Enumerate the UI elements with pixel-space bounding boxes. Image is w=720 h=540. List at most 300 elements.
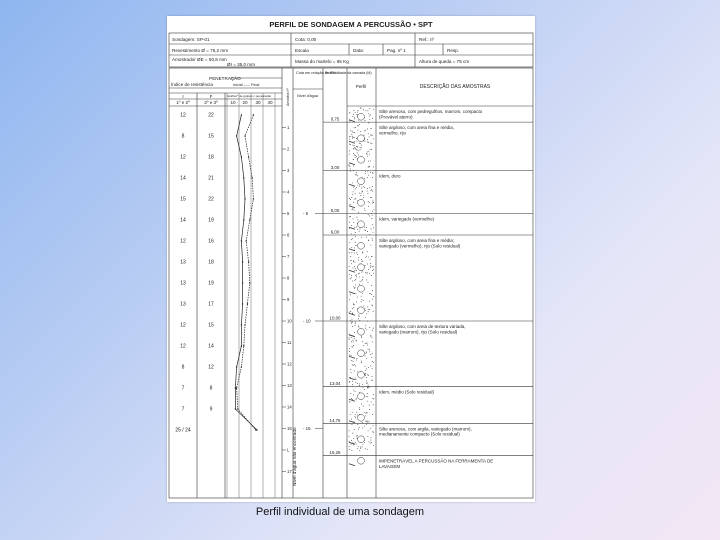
soil-stipple xyxy=(370,265,371,266)
soil-stipple xyxy=(368,309,369,310)
soil-stipple xyxy=(370,267,371,268)
soil-stipple xyxy=(354,118,355,119)
initial-penetration-curve-point xyxy=(236,135,237,136)
soil-stipple xyxy=(359,284,360,285)
depth-mark: 5 xyxy=(287,211,290,216)
soil-stipple xyxy=(356,444,357,445)
soil-stipple xyxy=(365,325,366,326)
initial-penetration-curve-point xyxy=(241,156,242,157)
soil-stipple xyxy=(357,435,358,436)
soil-stipple xyxy=(371,134,372,135)
blow-count-final: 9 xyxy=(209,406,213,413)
soil-stipple xyxy=(362,341,363,342)
soil-stipple xyxy=(356,412,357,413)
soil-stipple xyxy=(366,421,367,422)
final-penetration-curve-point xyxy=(236,387,237,388)
soil-stipple xyxy=(367,413,368,414)
soil-stipple xyxy=(357,371,358,372)
soil-stipple xyxy=(351,277,352,278)
soil-stipple xyxy=(353,286,354,287)
sheet-title: PERFIL DE SONDAGEM A PERCUSSÃO • SPT xyxy=(269,20,433,29)
soil-stipple xyxy=(362,446,363,447)
sample-marker xyxy=(358,328,365,335)
soil-stipple xyxy=(370,443,371,444)
soil-stipple xyxy=(365,173,366,174)
soil-stipple xyxy=(366,396,367,397)
soil-stipple xyxy=(357,383,358,384)
depth-mark: 11 xyxy=(287,340,292,345)
soil-stipple xyxy=(354,155,355,156)
strata-tick xyxy=(349,184,355,186)
soil-stipple xyxy=(362,444,363,445)
soil-stipple xyxy=(355,149,356,150)
soil-stipple xyxy=(351,322,352,323)
initial-penetration-curve-point xyxy=(241,240,242,241)
soil-stipple xyxy=(356,399,357,400)
soil-stipple xyxy=(372,368,373,369)
soil-stipple xyxy=(365,355,366,356)
soil-stipple xyxy=(369,216,370,217)
soil-stipple xyxy=(365,415,366,416)
final-penetration-curve-point xyxy=(253,198,254,199)
soil-stipple xyxy=(359,273,360,274)
soil-stipple xyxy=(353,361,354,362)
cota-revest-header: Cota em relação ao RN xyxy=(296,71,336,75)
soil-stipple xyxy=(355,112,356,113)
soil-stipple xyxy=(373,394,374,395)
soil-stipple xyxy=(360,448,361,449)
soil-stipple xyxy=(361,272,362,273)
amostra-header: Amostra nº xyxy=(286,88,290,106)
soil-stipple xyxy=(366,383,367,384)
soil-stipple xyxy=(367,374,368,375)
sample-marker xyxy=(358,350,365,357)
soil-stipple xyxy=(372,361,373,362)
initial-penetration-curve-point xyxy=(235,408,236,409)
soil-stipple xyxy=(367,421,368,422)
soil-stipple xyxy=(349,266,350,267)
soil-stipple xyxy=(362,252,363,253)
soil-stipple xyxy=(349,144,350,145)
soil-stipple xyxy=(361,361,362,362)
soil-stipple xyxy=(353,132,354,133)
soil-stipple xyxy=(362,191,363,192)
soil-stipple xyxy=(356,226,357,227)
soil-stipple xyxy=(365,375,366,376)
soil-stipple xyxy=(360,147,361,148)
soil-stipple xyxy=(355,275,356,276)
blow-count-initial: 8 xyxy=(181,364,185,371)
strata-tick xyxy=(349,464,355,466)
soil-stipple xyxy=(369,119,370,120)
soil-stipple xyxy=(349,228,350,229)
soil-stipple xyxy=(367,128,368,129)
soil-stipple xyxy=(369,421,370,422)
soil-stipple xyxy=(349,164,350,165)
soil-stipple xyxy=(357,219,358,220)
depth-mark: 1 xyxy=(287,125,290,130)
soil-stipple xyxy=(359,143,360,144)
soil-stipple xyxy=(368,201,369,202)
soil-stipple xyxy=(367,387,368,388)
soil-stipple xyxy=(372,135,373,136)
soil-stipple xyxy=(349,166,350,167)
soil-stipple xyxy=(351,260,352,261)
blow-count-final: 21 xyxy=(208,175,214,182)
soil-stipple xyxy=(358,429,359,430)
soil-stipple xyxy=(367,393,368,394)
soil-stipple xyxy=(358,318,359,319)
soil-stipple xyxy=(373,362,374,363)
figure-caption: Perfil individual de uma sondagem xyxy=(255,506,425,518)
blow-count-initial: 13 xyxy=(180,280,186,287)
soil-stipple xyxy=(367,110,368,111)
sample-marker xyxy=(358,135,365,142)
sample-marker xyxy=(358,371,365,378)
soil-stipple xyxy=(352,381,353,382)
soil-stipple xyxy=(355,189,356,190)
soil-stipple xyxy=(354,364,355,365)
soil-stipple xyxy=(368,430,369,431)
header-sondagem: Sondagem: SP-01 xyxy=(172,37,210,42)
soil-stipple xyxy=(355,442,356,443)
soil-stipple xyxy=(354,304,355,305)
final-penetration-curve-point xyxy=(237,408,238,409)
soil-stipple xyxy=(367,272,368,273)
soil-stipple xyxy=(359,407,360,408)
depth-mark: 7 xyxy=(287,254,290,259)
layer-depth: 5,00 xyxy=(330,208,340,213)
soil-stipple xyxy=(373,202,374,203)
soil-stipple xyxy=(362,384,363,385)
sample-marker xyxy=(358,436,365,443)
soil-stipple xyxy=(368,214,369,215)
soil-stipple xyxy=(353,166,354,167)
soil-stipple xyxy=(357,175,358,176)
soil-stipple xyxy=(365,328,366,329)
soil-stipple xyxy=(368,206,369,207)
strata-tick xyxy=(349,313,355,315)
soil-stipple xyxy=(369,116,370,117)
layer-description: Silte argiloso, com areia fina e média; variegado (vermelho), rijo (Solo residual) xyxy=(379,238,461,249)
soil-stipple xyxy=(356,187,357,188)
soil-stipple xyxy=(356,174,357,175)
soil-stipple xyxy=(369,136,370,137)
soil-stipple xyxy=(357,415,358,416)
soil-stipple xyxy=(356,398,357,399)
soil-stipple xyxy=(373,266,374,267)
soil-stipple xyxy=(353,365,354,366)
soil-stipple xyxy=(373,328,374,329)
level-mark: - 5 xyxy=(303,211,309,216)
nivel-header: Nível d'água xyxy=(297,94,318,98)
soil-stipple xyxy=(349,242,350,243)
header-massa: Massa do martelo = 65 Kg xyxy=(295,59,349,64)
soil-stipple xyxy=(355,242,356,243)
soil-stipple xyxy=(354,288,355,289)
soil-stipple xyxy=(371,401,372,402)
soil-stipple xyxy=(369,301,370,302)
soil-stipple xyxy=(362,261,363,262)
final-penetration-curve-point xyxy=(253,114,254,115)
soil-stipple xyxy=(372,238,373,239)
soil-stipple xyxy=(356,138,357,139)
soil-stipple xyxy=(372,353,373,354)
soil-stipple xyxy=(370,172,371,173)
soil-stipple xyxy=(367,345,368,346)
soil-stipple xyxy=(369,202,370,203)
soil-stipple xyxy=(359,409,360,410)
soil-stipple xyxy=(353,222,354,223)
soil-stipple xyxy=(373,432,374,433)
soil-stipple xyxy=(351,360,352,361)
soil-stipple xyxy=(369,309,370,310)
depth-mark: 6 xyxy=(287,232,290,238)
soil-stipple xyxy=(358,150,359,151)
layer-depth: 16,26 xyxy=(329,450,341,456)
blow-count-final: 22 xyxy=(208,112,214,119)
soil-stipple xyxy=(349,312,350,313)
soil-stipple xyxy=(354,262,355,263)
sounding-log-drawing xyxy=(167,16,535,502)
sample-marker xyxy=(358,457,365,464)
soil-stipple xyxy=(367,171,368,172)
soil-stipple xyxy=(365,130,366,131)
soil-stipple xyxy=(373,166,374,167)
soil-stipple xyxy=(366,377,367,378)
blow-count-initial: 12 xyxy=(180,238,186,245)
soil-stipple xyxy=(349,449,350,450)
soil-stipple xyxy=(367,156,368,157)
soil-stipple xyxy=(373,269,374,270)
soil-stipple xyxy=(364,227,365,228)
soil-stipple xyxy=(364,426,365,427)
soil-stipple xyxy=(351,197,352,198)
initial-penetration-curve-point xyxy=(242,282,243,283)
soil-stipple xyxy=(350,311,351,312)
scale-20: 20 xyxy=(242,100,248,105)
soil-stipple xyxy=(371,229,372,230)
soil-stipple xyxy=(359,186,360,187)
soil-stipple xyxy=(367,139,368,140)
strata-tick xyxy=(349,270,355,272)
soil-stipple xyxy=(369,154,370,155)
soil-stipple xyxy=(349,112,350,113)
soil-stipple xyxy=(365,310,366,311)
soil-stipple xyxy=(372,414,373,415)
soil-stipple xyxy=(356,360,357,361)
soil-stipple xyxy=(366,412,367,413)
soil-stipple xyxy=(351,444,352,445)
soil-stipple xyxy=(349,121,350,122)
soil-stipple xyxy=(355,416,356,417)
soil-stipple xyxy=(363,306,364,307)
final-penetration-curve-point xyxy=(243,345,244,346)
soil-stipple xyxy=(351,275,352,276)
soil-stipple xyxy=(351,372,352,373)
sample-marker xyxy=(358,393,365,400)
soil-stipple xyxy=(359,385,360,386)
soil-stipple xyxy=(369,441,370,442)
final-penetration-curve-point xyxy=(249,282,250,283)
soil-stipple xyxy=(355,378,356,379)
soil-stipple xyxy=(369,405,370,406)
layer-depth: 10,00 xyxy=(329,315,341,321)
soil-stipple xyxy=(352,182,353,183)
final-penetration-curve-point xyxy=(244,135,245,136)
soil-stipple xyxy=(351,247,352,248)
soil-stipple xyxy=(358,273,359,274)
blow-count-initial: 7 xyxy=(181,406,185,413)
soil-stipple xyxy=(365,210,366,211)
blow-count-final: 18 xyxy=(208,259,214,266)
soil-stipple xyxy=(353,345,354,346)
soil-stipple xyxy=(355,245,356,246)
sample-marker xyxy=(358,113,365,120)
soil-stipple xyxy=(353,149,354,150)
soil-stipple xyxy=(362,279,363,280)
depth-mark: 10 xyxy=(287,318,292,324)
soil-stipple xyxy=(369,108,370,109)
soil-stipple xyxy=(358,327,359,328)
depth-mark: 4 xyxy=(287,189,290,195)
soil-stipple xyxy=(358,325,359,326)
soil-stipple xyxy=(367,383,368,384)
soil-stipple xyxy=(367,449,368,450)
sample-marker xyxy=(358,414,365,421)
blow-count-final: 14 xyxy=(208,343,214,350)
soil-stipple xyxy=(361,147,362,148)
soil-stipple xyxy=(355,236,356,237)
blow-count-final: 18 xyxy=(208,154,214,161)
soil-stipple xyxy=(370,336,371,337)
final-penetration-curve-point xyxy=(255,429,256,430)
indice-header: Índice de resistência xyxy=(171,82,213,87)
strata-tick xyxy=(349,378,355,380)
soil-stipple xyxy=(355,414,356,415)
soil-stipple xyxy=(352,209,353,210)
soil-stipple xyxy=(349,139,350,140)
soil-stipple xyxy=(349,339,350,340)
soil-stipple xyxy=(351,234,352,235)
soil-stipple xyxy=(360,149,361,150)
soil-stipple xyxy=(361,237,362,238)
soil-stipple xyxy=(359,193,360,194)
soil-stipple xyxy=(354,280,355,281)
soil-stipple xyxy=(353,438,354,439)
final-penetration-curve-point xyxy=(252,177,253,178)
soil-stipple xyxy=(367,422,368,423)
blow-count-initial: 14 xyxy=(180,217,186,224)
soil-stipple xyxy=(351,341,352,342)
soil-stipple xyxy=(349,348,350,349)
soil-stipple xyxy=(355,382,356,383)
initial-penetration-curve-point xyxy=(235,387,236,388)
header-cota: Cota: 0,00 xyxy=(295,37,317,42)
soil-stipple xyxy=(372,299,373,300)
soil-stipple xyxy=(362,427,363,428)
soil-stipple xyxy=(356,146,357,147)
sample-marker xyxy=(358,264,365,271)
col-f-header: F xyxy=(209,94,213,99)
soil-stipple xyxy=(371,285,372,286)
soil-stipple xyxy=(364,130,365,131)
soil-stipple xyxy=(356,274,357,275)
soil-stipple xyxy=(356,149,357,150)
soil-stipple xyxy=(351,419,352,420)
perfil-header: Perfil xyxy=(355,84,367,89)
soil-stipple xyxy=(354,132,355,133)
depth-mark: 14 xyxy=(287,404,292,410)
soil-stipple xyxy=(354,429,355,430)
soil-stipple xyxy=(354,137,355,138)
header-escala: Escala xyxy=(295,48,309,53)
soil-stipple xyxy=(372,330,373,331)
soil-stipple xyxy=(349,355,350,356)
soil-stipple xyxy=(352,399,353,400)
layer-description: Silte argiloso, com areia fina e média, vermelho, rijo xyxy=(379,125,455,136)
soil-stipple xyxy=(355,232,356,233)
soil-stipple xyxy=(356,270,357,271)
initial-penetration-curve-point xyxy=(242,303,243,304)
soil-stipple xyxy=(362,252,363,253)
blow-count-final: 17 xyxy=(208,301,214,308)
soil-stipple xyxy=(372,398,373,399)
soil-stipple xyxy=(367,141,368,142)
soil-stipple xyxy=(370,293,371,294)
soil-stipple xyxy=(353,202,354,203)
soil-stipple xyxy=(352,208,353,209)
strata-tick xyxy=(349,356,355,358)
soil-stipple xyxy=(362,177,363,178)
soil-stipple xyxy=(357,448,358,449)
soil-stipple xyxy=(370,428,371,429)
soil-stipple xyxy=(355,193,356,194)
blow-count-initial: 8 xyxy=(181,133,185,140)
soil-stipple xyxy=(368,142,369,143)
soil-stipple xyxy=(365,343,366,344)
soil-stipple xyxy=(365,353,366,354)
soil-stipple xyxy=(366,424,367,425)
soil-stipple xyxy=(361,261,362,262)
soil-stipple xyxy=(361,145,362,146)
initial-penetration-curve xyxy=(235,115,257,430)
soil-stipple xyxy=(362,293,363,294)
soil-stipple xyxy=(361,337,362,338)
soil-stipple xyxy=(367,191,368,192)
soil-stipple xyxy=(360,108,361,109)
soil-stipple xyxy=(369,273,370,274)
soil-stipple xyxy=(370,366,371,367)
curve-legend: Inicial ----- Final xyxy=(233,83,260,87)
soil-stipple xyxy=(355,157,356,158)
soil-stipple xyxy=(364,178,365,179)
initial-penetration-curve-point xyxy=(244,198,245,199)
blow-count-initial: 12 xyxy=(180,343,186,350)
soil-stipple xyxy=(365,308,366,309)
soil-stipple xyxy=(359,383,360,384)
soil-stipple xyxy=(351,239,352,240)
final-penetration-curve-point xyxy=(249,219,250,220)
blow-count-initial: 13 xyxy=(180,301,186,308)
soil-stipple xyxy=(367,401,368,402)
soil-stipple xyxy=(373,173,374,174)
soil-stipple xyxy=(350,369,351,370)
soil-stipple xyxy=(373,296,374,297)
soil-stipple xyxy=(355,391,356,392)
soil-stipple xyxy=(353,191,354,192)
soil-stipple xyxy=(352,138,353,139)
